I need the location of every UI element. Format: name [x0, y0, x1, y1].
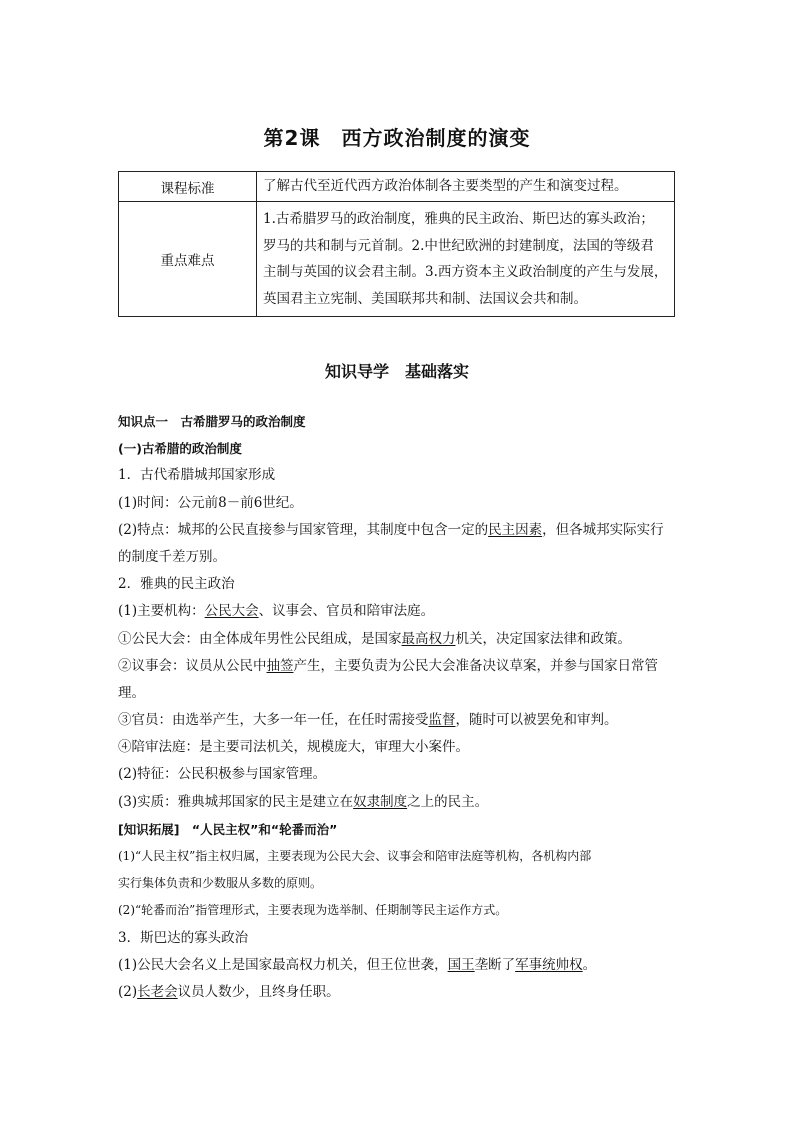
lesson-title: 第2课 西方政治制度的演变: [263, 126, 531, 150]
underlined-term: 监督: [428, 712, 456, 729]
underlined-term: 最高权力: [401, 630, 456, 647]
paragraph-sparta-council: (2)长老会议员人数少，且终身任职。: [118, 983, 340, 1000]
extension-paragraph: (1)“人民主权”指主权归属，主要表现为公民大会、议事会和陪审法庭等机构，各机构内部: [118, 849, 592, 863]
key-points-line: 主制与英国的议会君主制。3.西方资本主义政治制度的产生与发展，: [263, 264, 668, 280]
course-standard-table: [118, 171, 675, 317]
paragraph-characteristics: (2)特征：公民积极参与国家管理。: [118, 766, 327, 783]
knowledge-extension-title: [知识拓展] “人民主权”和“轮番而治”: [118, 821, 338, 837]
content-body: [118, 408, 678, 1006]
underlined-term: 军事统帅权: [515, 956, 583, 973]
paragraph-sparta-assembly: (1)公民大会名义上是国家最高权力机关，但王位世袭，国王垄断了军事统帅权。: [118, 956, 597, 973]
heading-sparta: 3．斯巴达的寡头政治: [118, 929, 249, 946]
paragraph-court: ④陪审法庭：是主要司法机关，规模庞大，审理大小案件。: [118, 739, 469, 756]
paragraph-council: ②议事会：议员从公民中抽签产生，主要负责为公民大会准备决议草案，并参与国家日常管: [118, 657, 658, 674]
standard-label: 课程标准: [119, 172, 257, 202]
paragraph-council-cont: 理。: [118, 684, 145, 701]
heading-city-state: 1．古代希腊城邦国家形成: [118, 467, 276, 484]
paragraph-officials: ③官员：由选举产生，大多一年一任，在任时需接受监督，随时可以被罢免和审判。: [118, 712, 618, 729]
subsection-heading: (一)古希腊的政治制度: [118, 441, 242, 457]
extension-paragraph: (2)“轮番而治”指管理形式，主要表现为选举制、任期制等民主运作方式。: [118, 903, 508, 918]
paragraph-assembly: ①公民大会：由全体成年男性公民组成，是国家最高权力机关，决定国家法律和政策。: [118, 630, 631, 647]
key-points-line: 罗马的共和制与元首制。2.中世纪欧洲的封建制度，法国的等级君: [263, 237, 654, 254]
extension-paragraph-cont: 实行集体负责和少数服从多数的原则。: [118, 876, 323, 891]
underlined-term: 抽签: [266, 657, 294, 674]
paragraph-time: (1)时间：公元前8－前6世纪。: [118, 494, 303, 511]
key-points-line: 1.古希腊罗马的政治制度，雅典的民主政治、斯巴达的寡头政治；: [263, 211, 654, 227]
paragraph-institutions: (1)主要机构：公民大会、议事会、官员和陪审法庭。: [118, 603, 435, 620]
underlined-term: 奴隶制度: [353, 793, 408, 810]
paragraph-features: (2)特点：城邦的公民直接参与国家管理，其制度中包含一定的民主因素，但各城邦实际实行: [118, 521, 664, 538]
underlined-term: 公民大会: [204, 603, 259, 620]
section-title: 知识导学 基础落实: [324, 362, 469, 381]
paragraph-essence: (3)实质：雅典城邦国家的民主是建立在奴隶制度之上的民主。: [118, 793, 489, 810]
key-points-label: 重点难点: [119, 202, 257, 317]
knowledge-point-heading: 知识点一 古希腊罗马的政治制度: [118, 414, 306, 429]
key-points-line: 英国君主立宪制、美国联邦共和制、法国议会共和制。: [263, 290, 587, 307]
table-row: [119, 202, 675, 317]
underlined-term: 长老会: [137, 983, 178, 1000]
underlined-term: 民主因素: [488, 521, 543, 538]
heading-athens: 2．雅典的民主政治: [118, 576, 235, 593]
paragraph-features-cont: 的制度千差万别。: [118, 548, 226, 565]
table-row: [119, 172, 675, 202]
underlined-term: 国王: [447, 956, 475, 973]
standard-value: 了解古代至近代西方政治体制各主要类型的产生和演变过程。: [257, 172, 675, 202]
key-points-value: [257, 202, 675, 317]
